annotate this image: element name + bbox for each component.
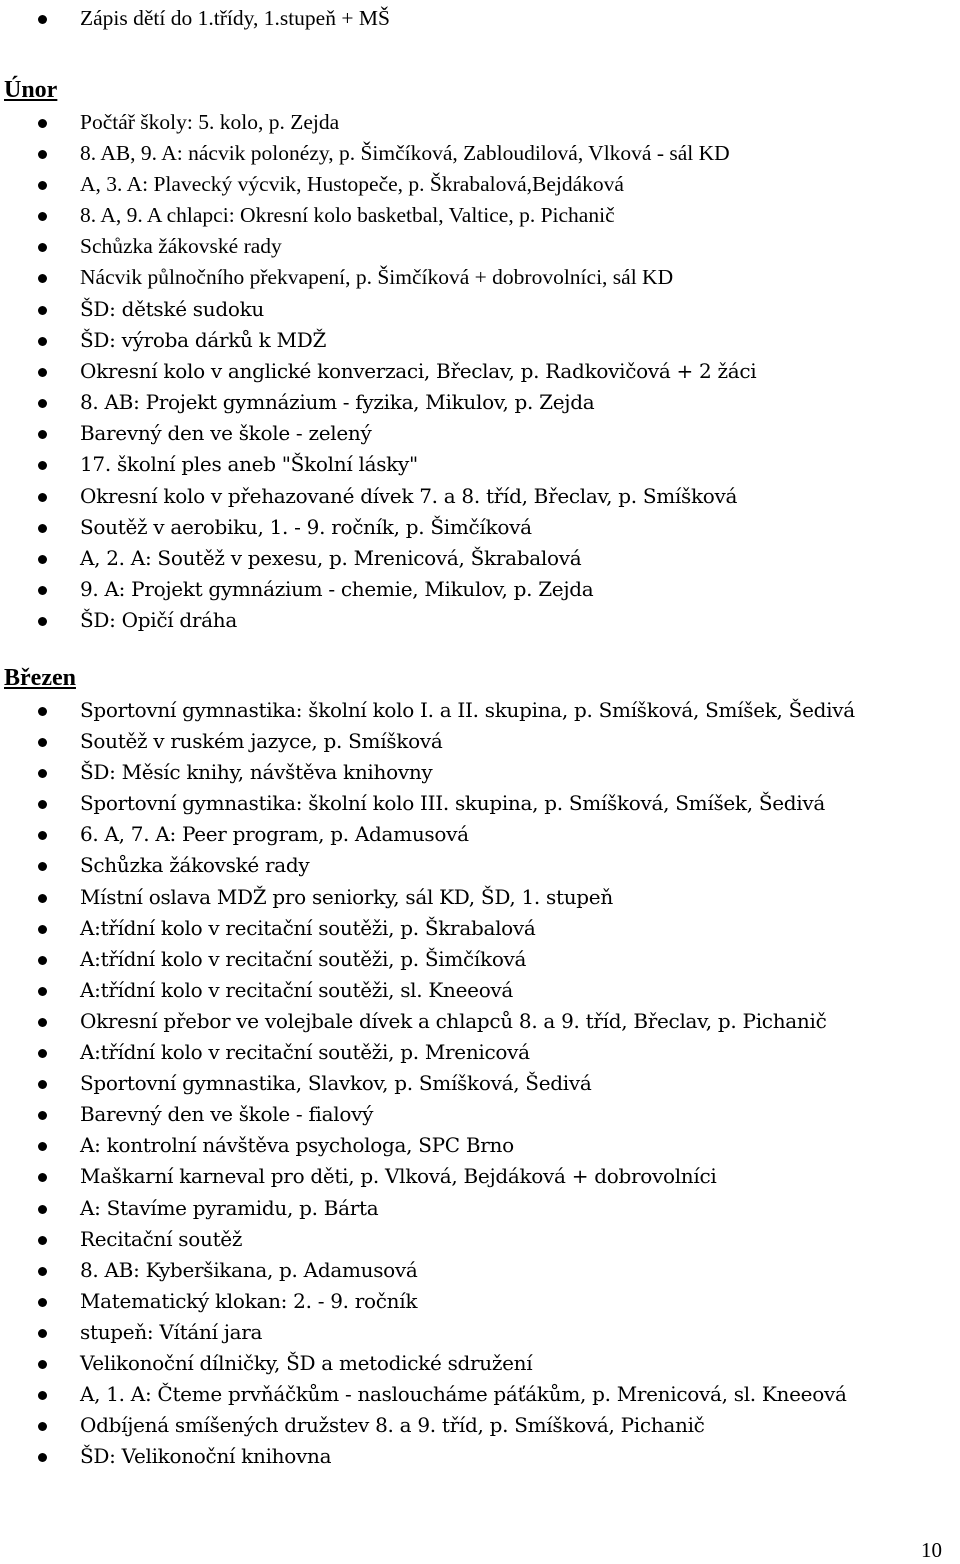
bullet-icon: [38, 800, 47, 809]
list-item: [0, 356, 960, 387]
bullet-icon: [38, 15, 47, 24]
bullet-icon: [38, 1298, 47, 1307]
bullet-icon: [38, 1391, 47, 1400]
list-item-text: stupeň: Vítání jara: [80, 1319, 263, 1344]
list-item-text: Okresní kolo v přehazované dívek 7. a 8. tříd, Břeclav, p. Smíšková: [80, 483, 738, 508]
list-item-text: Schůzka žákovské rady: [80, 853, 310, 878]
bullet-icon: [38, 119, 47, 128]
section-heading-brezen: Březen: [4, 665, 76, 691]
bullet-icon: [38, 1049, 47, 1058]
list-item-text: Sportovní gymnastika: školní kolo III. skupina, p. Smíšková, Smíšek, Šedivá: [80, 791, 826, 816]
bullet-icon: [38, 1173, 47, 1182]
bullet-icon: [38, 461, 47, 470]
list-item-text: A, 3. A: Plavecký výcvik, Hustopeče, p. Škrabalová,Bejdáková: [80, 172, 624, 197]
list-item: [0, 1286, 960, 1317]
list-item-text: Místní oslava MDŽ pro seniorky, sál KD, ŠD, 1. stupeň: [80, 884, 613, 909]
list-item-text: ŠD: Opičí dráha: [80, 607, 237, 632]
bullet-icon: [38, 1142, 47, 1151]
list-item: [0, 325, 960, 356]
list-item: [0, 1006, 960, 1037]
unor-list-part-1: [0, 107, 960, 294]
list-item-text: Nácvik půlnočního překvapení, p. Šimčíková + dobrovolníci, sál KD: [80, 265, 674, 290]
list-item: [0, 3, 960, 34]
list-item: [0, 913, 960, 944]
list-item-text: 6. A, 7. A: Peer program, p. Adamusová: [80, 822, 469, 847]
bullet-icon: [38, 430, 47, 439]
list-item-text: Okresní přebor ve volejbale dívek a chlapců 8. a 9. tříd, Břeclav, p. Pichanič: [80, 1008, 827, 1033]
list-item-text: Sportovní gymnastika: školní kolo I. a II. skupina, p. Smíšková, Smíšek, Šedivá: [80, 698, 855, 722]
bullet-icon: [38, 925, 47, 934]
list-item: [0, 387, 960, 418]
bullet-icon: [38, 524, 47, 533]
list-item-text: Velikonoční dílničky, ŠD a metodické sdružení: [80, 1350, 533, 1375]
list-item-text: A:třídní kolo v recitační soutěži, p. Mrenicová: [80, 1040, 530, 1065]
list-item: [0, 138, 960, 169]
list-item: [0, 574, 960, 605]
list-item-text: Počtář školy: 5. kolo, p. Zejda: [80, 110, 340, 134]
list-item: [0, 231, 960, 262]
list-item: [0, 200, 960, 231]
list-item: [0, 1441, 960, 1472]
list-item-text: A:třídní kolo v recitační soutěži, sl. Kneeová: [80, 977, 514, 1002]
bullet-icon: [38, 243, 47, 252]
list-item-text: 8. A, 9. A chlapci: Okresní kolo basketbal, Valtice, p. Pichanič: [80, 203, 615, 228]
list-item: [0, 757, 960, 788]
bullet-icon: [38, 1422, 47, 1431]
list-item-text: ŠD: Měsíc knihy, návštěva knihovny: [80, 760, 433, 785]
list-item-text: Schůzka žákovské rady: [80, 234, 282, 259]
list-item: [0, 107, 960, 138]
bullet-icon: [38, 368, 47, 377]
list-item: [0, 294, 960, 325]
bullet-icon: [38, 956, 47, 965]
list-item: [0, 1099, 960, 1130]
list-item-text: A:třídní kolo v recitační soutěži, p. Šimčíková: [80, 946, 527, 971]
list-item: [0, 1068, 960, 1099]
bullet-icon: [38, 1453, 47, 1462]
list-item-text: 8. AB: Kyberšikana, p. Adamusová: [80, 1257, 418, 1282]
bullet-icon: [38, 1111, 47, 1120]
list-item-text: Sportovní gymnastika, Slavkov, p. Smíšková, Šedivá: [80, 1071, 592, 1096]
list-item-text: ŠD: Velikonoční knihovna: [80, 1444, 332, 1469]
bullet-icon: [38, 274, 47, 283]
list-item: [0, 1379, 960, 1410]
list-item-text: A, 1. A: Čteme prvňáčkům - nasloucháme páťákům, p. Mrenicová, sl. Kneeová: [80, 1382, 847, 1407]
list-item-text: Matematický klokan: 2. - 9. ročník: [80, 1288, 418, 1313]
list-item-text: 9. A: Projekt gymnázium - chemie, Mikulov, p. Zejda: [80, 576, 594, 601]
list-item-text: ŠD: výroba dárků k MDŽ: [80, 328, 327, 353]
list-item-text: Okresní kolo v anglické konverzaci, Břeclav, p. Radkovičová + 2 žáci: [80, 359, 757, 384]
bullet-icon: [38, 1360, 47, 1369]
list-item: [0, 944, 960, 975]
list-item-text: A, 2. A: Soutěž v pexesu, p. Mrenicová, Škrabalová: [80, 545, 582, 570]
bullet-icon: [38, 150, 47, 159]
list-item-text: 8. AB, 9. A: nácvik polonézy, p. Šimčíková, Zabloudilová, Vlková - sál KD: [80, 141, 730, 166]
list-item-text: Recitační soutěž: [80, 1226, 243, 1251]
list-item-text: Zápis dětí do 1.třídy, 1.stupeň + MŠ: [80, 6, 390, 30]
list-item: [0, 1317, 960, 1348]
bullet-icon: [38, 894, 47, 903]
list-item-text: Maškarní karneval pro děti, p. Vlková, Bejdáková + dobrovolníci: [80, 1164, 717, 1189]
list-item: [0, 819, 960, 850]
bullet-icon: [38, 1236, 47, 1245]
list-item-text: 17. školní ples aneb "Školní lásky": [80, 452, 418, 477]
list-item-text: A: kontrolní návštěva psychologa, SPC Brno: [80, 1133, 514, 1158]
list-item: [0, 1348, 960, 1379]
list-item-text: A:třídní kolo v recitační soutěži, p. Škrabalová: [80, 915, 536, 940]
list-item-text: Soutěž v aerobiku, 1. - 9. ročník, p. Šimčíková: [80, 514, 532, 539]
list-item: [0, 1224, 960, 1255]
list-item: [0, 882, 960, 913]
list-item-text: Barevný den ve škole - zelený: [80, 421, 372, 446]
list-item: [0, 262, 960, 293]
bullet-icon: [38, 707, 47, 716]
bullet-icon: [38, 212, 47, 221]
list-item: [0, 512, 960, 543]
brezen-list: [0, 695, 960, 1472]
section-heading-unor: Únor: [4, 77, 58, 103]
list-item: [0, 850, 960, 881]
bullet-icon: [38, 769, 47, 778]
list-item: [0, 1193, 960, 1224]
bullet-icon: [38, 862, 47, 871]
list-item: [0, 1037, 960, 1068]
list-item: [0, 1161, 960, 1192]
unor-list-part-2: [0, 294, 960, 636]
list-item: [0, 169, 960, 200]
bullet-icon: [38, 337, 47, 346]
list-item: [0, 1255, 960, 1286]
list-item-text: 8. AB: Projekt gymnázium - fyzika, Mikulov, p. Zejda: [80, 390, 595, 415]
bullet-icon: [38, 493, 47, 502]
list-item-text: Barevný den ve škole - fialový: [80, 1102, 374, 1127]
bullet-icon: [38, 1267, 47, 1276]
list-item: [0, 543, 960, 574]
bullet-icon: [38, 586, 47, 595]
list-item-text: A: Stavíme pyramidu, p. Bárta: [80, 1195, 379, 1220]
top-list: [0, 3, 960, 34]
list-item: [0, 481, 960, 512]
bullet-icon: [38, 738, 47, 747]
list-item: [0, 449, 960, 480]
list-item-text: Odbíjená smíšených družstev 8. a 9. tříd, p. Smíšková, Pichanič: [80, 1413, 705, 1438]
list-item: [0, 605, 960, 636]
list-item: [0, 726, 960, 757]
list-item: [0, 1130, 960, 1161]
bullet-icon: [38, 831, 47, 840]
bullet-icon: [38, 987, 47, 996]
list-item: [0, 418, 960, 449]
list-item: [0, 975, 960, 1006]
bullet-icon: [38, 555, 47, 564]
bullet-icon: [38, 181, 47, 190]
bullet-icon: [38, 617, 47, 626]
list-item: [0, 788, 960, 819]
bullet-icon: [38, 1018, 47, 1027]
bullet-icon: [38, 1329, 47, 1338]
list-item: [0, 695, 960, 726]
bullet-icon: [38, 399, 47, 408]
list-item: [0, 1410, 960, 1441]
bullet-icon: [38, 1205, 47, 1214]
list-item-text: ŠD: dětské sudoku: [80, 297, 264, 321]
page-number: 10: [921, 1538, 942, 1562]
bullet-icon: [38, 306, 47, 315]
bullet-icon: [38, 1080, 47, 1089]
list-item-text: Soutěž v ruském jazyce, p. Smíšková: [80, 729, 443, 754]
